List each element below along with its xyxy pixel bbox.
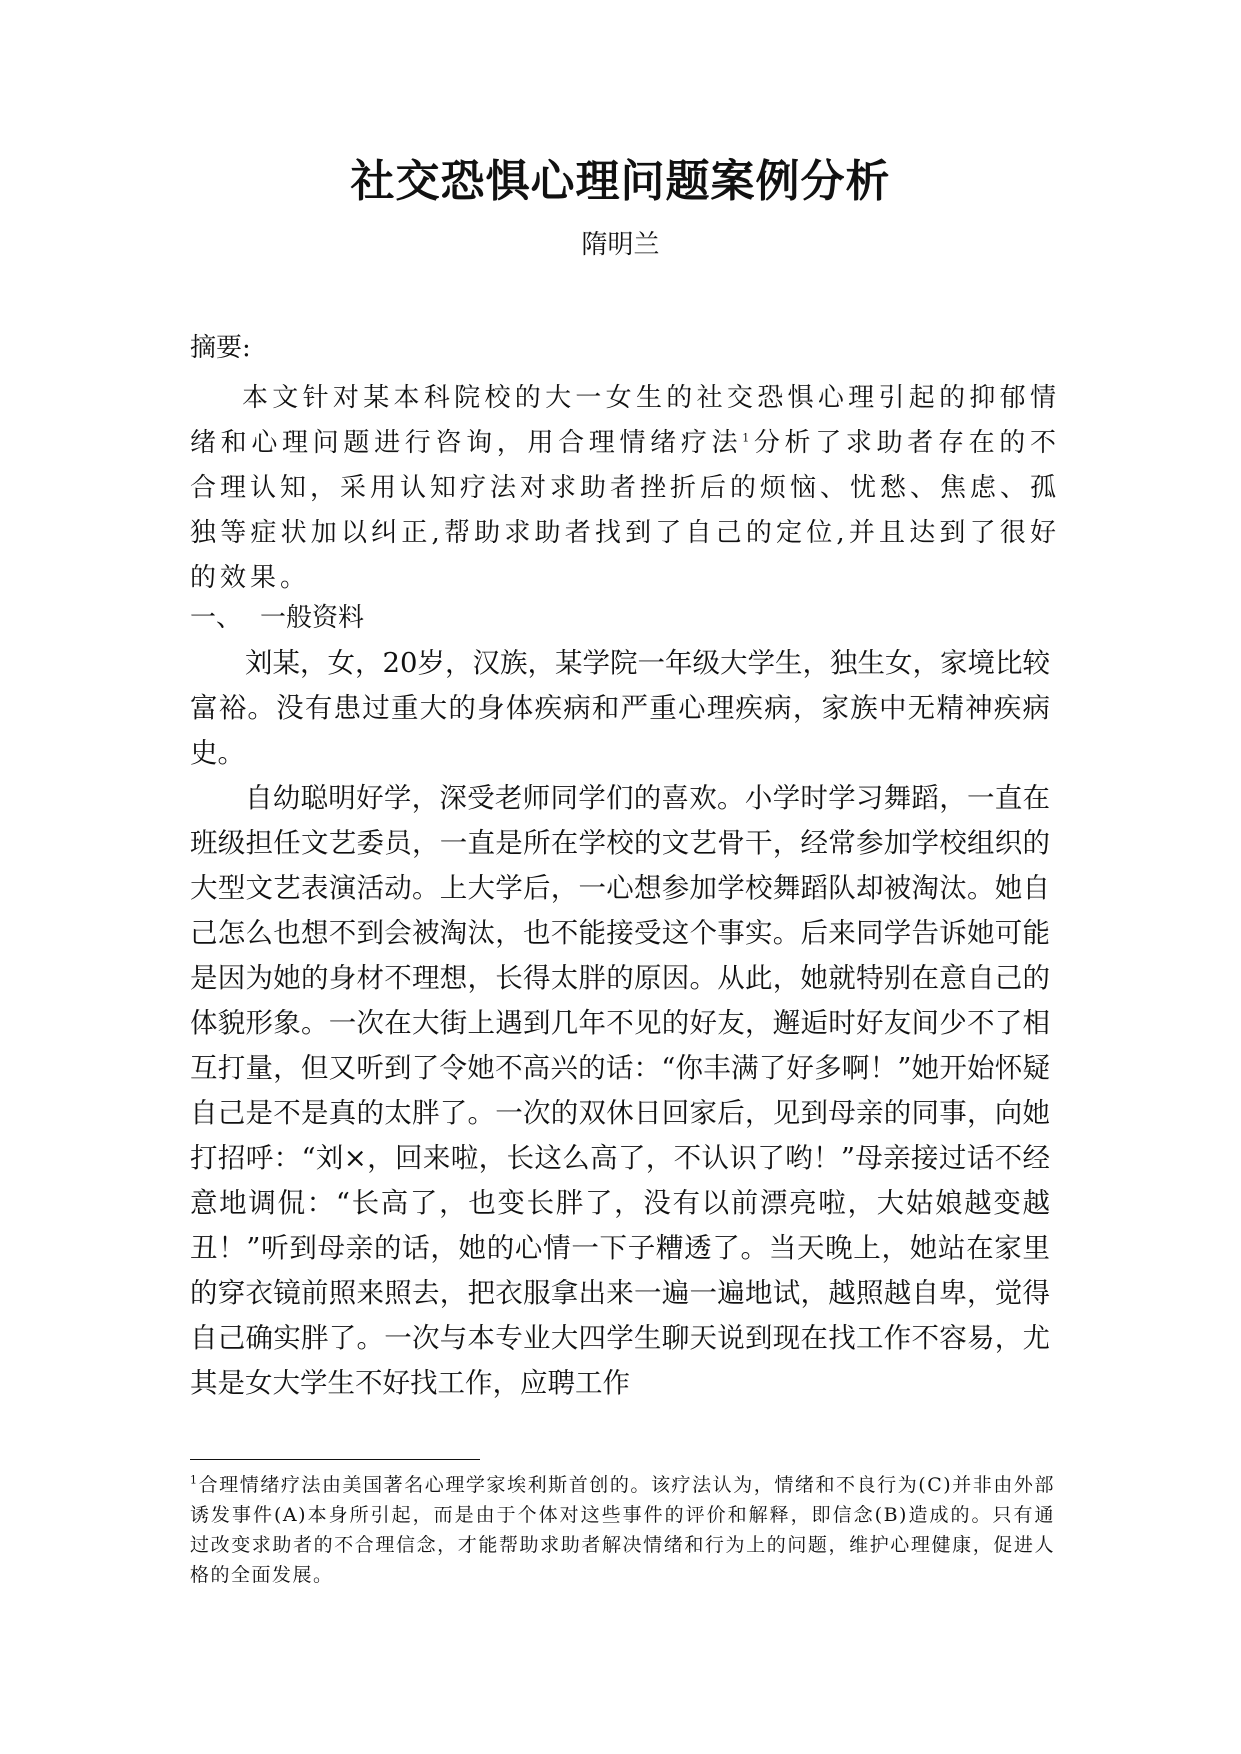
- author-name: 隋明兰: [581, 230, 660, 260]
- footnote: [190, 1470, 1055, 1590]
- footnote-mark: 1: [190, 1473, 199, 1487]
- footnote-reference[interactable]: 1: [742, 431, 754, 445]
- abstract-body: [190, 376, 1060, 601]
- abstract-text-part1: 本文针对某本科院校的大一女生的社交恐惧心理引起的抑郁情绪和心理问题进行咨询，用合理情绪疗法: [190, 383, 1060, 458]
- body-paragraph-2: 自幼聪明好学，深受老师同学们的喜欢。小学时学习舞蹈，一直在班级担任文艺委员，一直是所在学校的文艺骨干，经常参加学校组织的大型文艺表演活动。上大学后，一心想参加学校舞蹈队却被淘汰。她自己怎么也想不到会被淘汰，也不能接受这个事实。后来同学告诉她可能是因为她的身材不理想，长得太胖的原因。从此，她就特别在意自己的体貌形象。一次在大街上遇到几年不见的好友，邂逅时好友间少不了相互打量，但又听到了令她不高兴的话：“你丰满了好多啊！”她开始怀疑自己是不是真的太胖了。一次的双休日回家后，见到母亲的同事，向她打招呼：“刘×，回来啦，长这么高了，不认识了哟！”母亲接过话不经意地调侃：“长高了，也变长胖了，没有以前漂亮啦，大姑娘越变越丑！”听到母亲的话，她的心情一下子糟透了。当天晚上，她站在家里的穿衣镜前照来照去，把衣服拿出来一遍一遍地试，越照越自卑，觉得自己确实胖了。一次与本专业大四学生聊天说到现在找工作不容易，尤其是女大学生不好找工作，应聘工作: [190, 782, 1050, 1399]
- document-title: 社交恐惧心理问题案例分析: [350, 156, 891, 207]
- body-paragraph-1: 刘某，女，20岁，汉族，某学院一年级大学生，独生女，家境比较富裕。没有患过重大的身体疾病和严重心理疾病，家族中无精神疾病史。: [190, 647, 1050, 769]
- footnote-text: 合理情绪疗法由美国著名心理学家埃利斯首创的。该疗法认为，情绪和不良行为(C)并非由外部诱发事件(A)本身所引起，而是由于个体对这些事件的评价和解释，即信念(B)造成的。只有通过改变求助者的不合理信念，才能帮助求助者解决情绪和行为上的问题，维护心理健康，促进人格的全面发展。: [190, 1474, 1055, 1586]
- section-title: 一般资料: [260, 603, 365, 633]
- section-heading: [190, 600, 364, 636]
- abstract-text-part2: 分析了求助者存在的不合理认知，采用认知疗法对求助者挫折后的烦恼、忧愁、焦虑、孤独等症状加以纠正,帮助求助者找到了自己的定位,并且达到了很好的效果。: [190, 428, 1061, 593]
- abstract-label: 摘要:: [190, 333, 251, 363]
- section-number: 一、: [190, 603, 243, 633]
- footnote-divider: [190, 1459, 480, 1460]
